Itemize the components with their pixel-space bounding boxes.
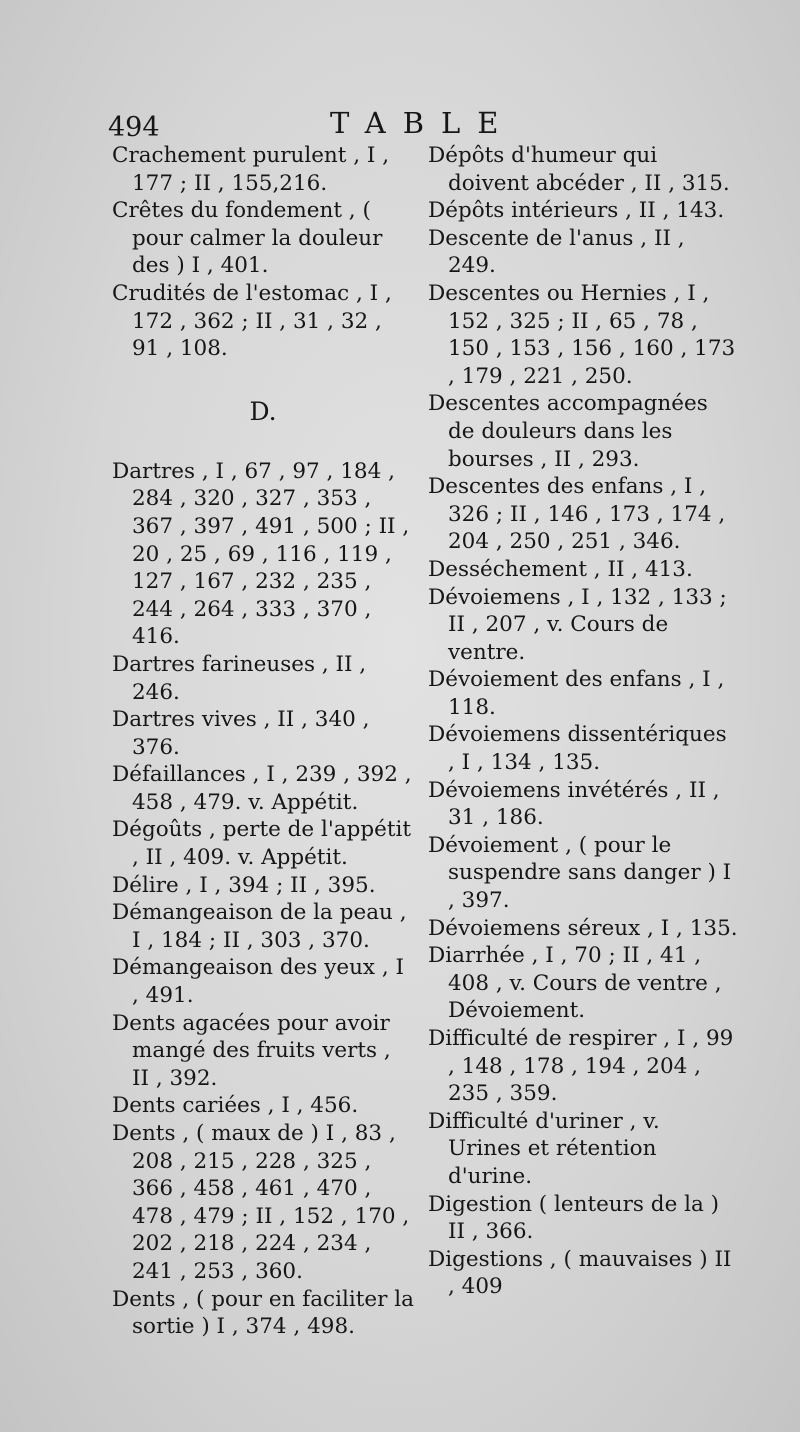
index-entry: Défaillances , I , 239 , 392 , 458 , 479. v. Appétit.: [112, 762, 412, 815]
index-column-left: [112, 142, 414, 1341]
index-entry: Descentes ou Hernies , I , 152 , 325 ; II , 65 , 78 , 150 , 153 , 156 , 160 , 173 , 179 , 221 , 250.: [428, 280, 736, 389]
index-entry: Descentes des enfans , I , 326 ; II , 146 , 173 , 174 , 204 , 250 , 251 , 346.: [428, 474, 726, 555]
index-entry: Crêtes du fondement , ( pour calmer la douleur des ) I , 401.: [112, 198, 383, 279]
index-entry: Dévoiemens dissentériques , I , 134 , 135.: [428, 722, 727, 776]
index-entry: Crudités de l'estomac , I , 172 , 362 ; II , 31 , 32 , 91 , 108.: [112, 280, 392, 362]
index-entry: Dents , ( pour en faciliter la sortie ) I , 374 , 498.: [112, 1286, 414, 1340]
index-entry: Dents cariées , I , 456.: [112, 1093, 359, 1119]
index-column-right: [428, 142, 738, 1301]
index-entry: Délire , I , 394 ; II , 395.: [112, 872, 376, 898]
index-entry: Démangeaison de la peau , I , 184 ; II , 303 , 370.: [112, 900, 407, 953]
index-entry: Dents agacées pour avoir mangé des fruits verts , II , 392.: [112, 1010, 391, 1091]
index-entry: Dartres vives , II , 340 , 376.: [112, 707, 370, 760]
index-entry: Digestion ( lenteurs de la ) II , 366.: [428, 1191, 720, 1245]
index-entry: Dépôts intérieurs , II , 143.: [428, 198, 725, 224]
running-head: TABLE: [330, 106, 516, 140]
index-entry: Diarrhée , I , 70 ; II , 41 , 408 , v. Cours de ventre , Dévoiement.: [428, 943, 722, 1024]
page-number: 494: [108, 112, 160, 143]
index-entry: Dévoiemens séreux , I , 135.: [428, 915, 738, 941]
index-entry: Digestions , ( mauvaises ) II , 409: [428, 1246, 732, 1300]
index-entry: Difficulté de respirer , I , 99 , 148 , 178 , 194 , 204 , 235 , 359.: [428, 1026, 734, 1107]
index-entry: Dévoiemens invétérés , II , 31 , 186.: [428, 777, 720, 831]
index-entry: Descentes accompagnées de douleurs dans les bourses , II , 293.: [428, 391, 708, 472]
index-entry: Descente de l'anus , II , 249.: [428, 225, 685, 279]
index-entry: Dévoiemens , I , 132 , 133 ; II , 207 , v. Cours de ventre.: [428, 584, 727, 665]
section-heading: D.: [249, 396, 277, 426]
index-entry: Desséchement , II , 413.: [428, 556, 693, 582]
index-entry: Dévoiement des enfans , I , 118.: [428, 667, 725, 720]
index-entry: Dartres farineuses , II , 246.: [112, 651, 367, 705]
index-entry: Démangeaison des yeux , I , 491.: [112, 955, 405, 1009]
index-entry: Crachement purulent , I , 177 ; II , 155,216.: [112, 143, 390, 196]
index-entry: Dépôts d'humeur qui doivent abcéder , II , 315.: [428, 143, 730, 196]
index-entry: Difficulté d'uriner , v. Urines et rétention d'urine.: [428, 1108, 660, 1189]
index-entry: Dents , ( maux de ) I , 83 , 208 , 215 , 228 , 325 , 366 , 458 , 461 , 470 , 478 , 479 ; II , 152 , 170 , 202 , 218 , 224 , 234 , 241 , 253 , 360.: [112, 1121, 410, 1284]
index-entry: Dartres , I , 67 , 97 , 184 , 284 , 320 , 327 , 353 , 367 , 397 , 491 , 500 ; II , 20 , 25 , 69 , 116 , 119 , 127 , 167 , 232 , 235 , 244 , 264 , 333 , 370 , 416.: [112, 458, 410, 650]
index-entry: Dévoiement , ( pour le suspendre sans danger ) I , 397.: [428, 832, 732, 914]
index-entry: Dégoûts , perte de l'appétit , II , 409. v. Appétit.: [112, 817, 411, 871]
